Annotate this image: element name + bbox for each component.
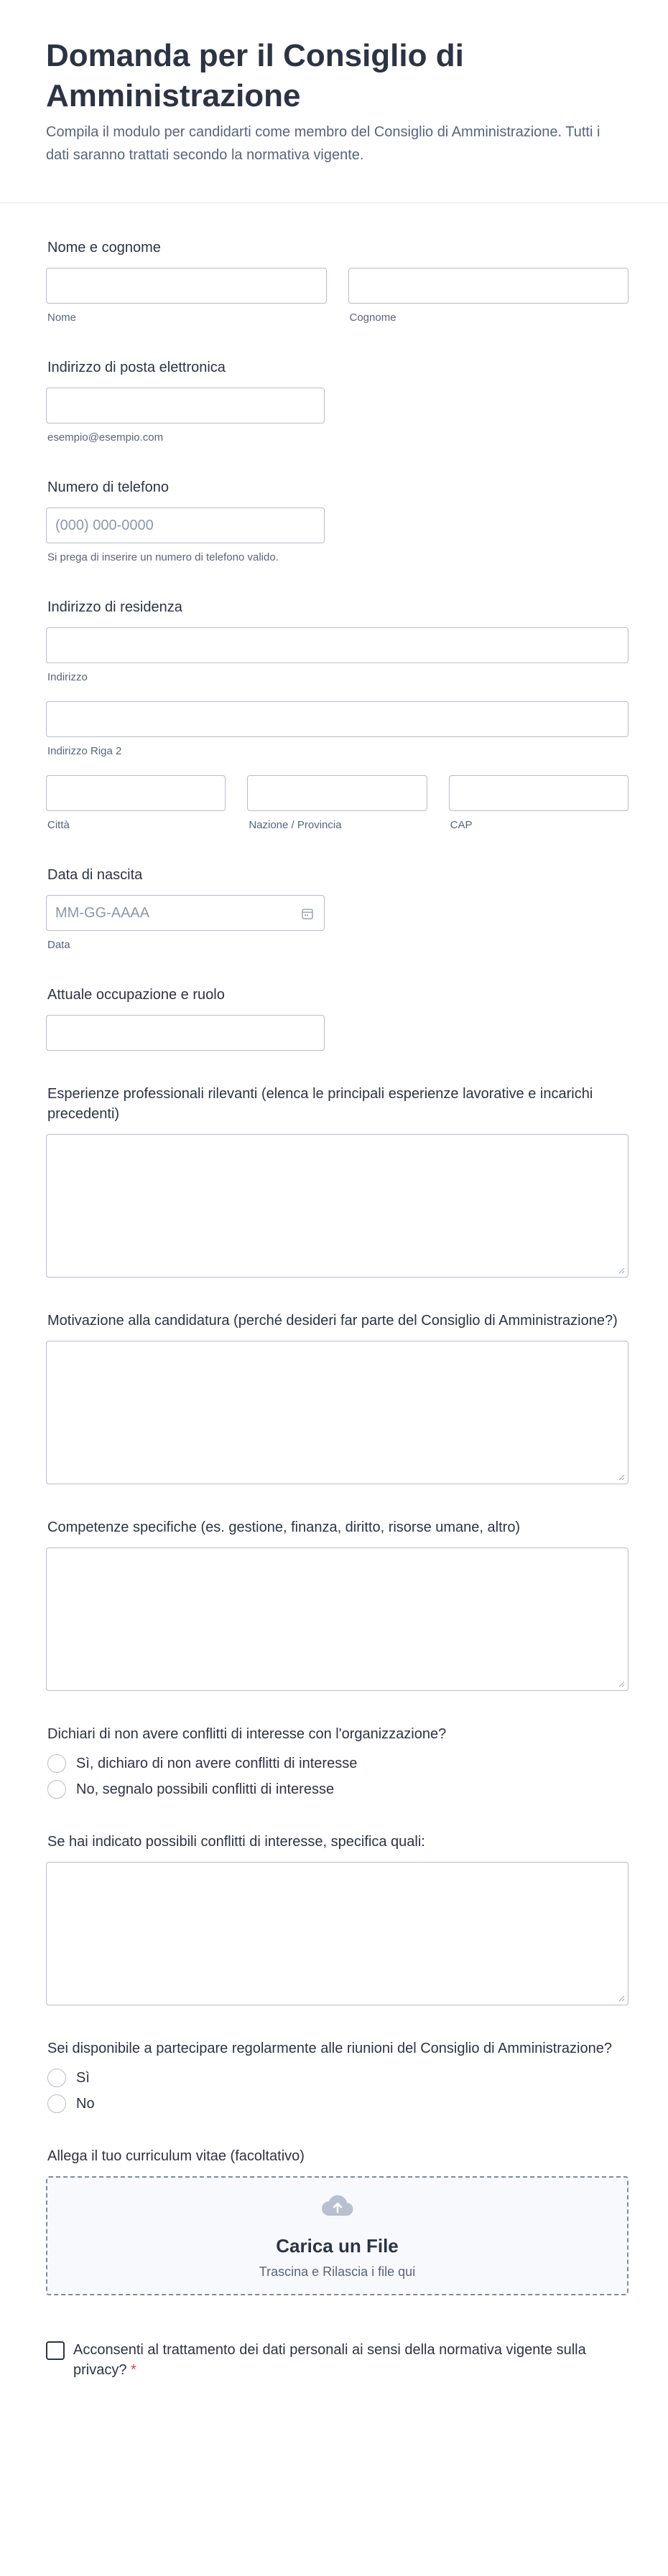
availability-option-no[interactable] [47,2094,628,2113]
name-field [46,238,628,324]
phone-field [46,477,628,564]
radio-button[interactable] [47,2069,66,2087]
occupation-field [46,985,628,1051]
radio-label: No [76,2095,95,2112]
email-sublabel: esempio@esempio.com [47,431,164,444]
address-line1-sublabel: Indirizzo [47,671,88,683]
file-upload-dropzone[interactable] [46,2176,628,2295]
birth-field [46,865,628,952]
resize-handle-icon[interactable] [618,1995,625,2002]
page-title: Domanda per il Consiglio di Amministrazione [46,38,464,113]
email-field [46,357,628,444]
motivation-label: Motivazione alla candidatura (perché desideri far parte del Consiglio di Amministrazione?) [47,1313,618,1329]
last-name-input[interactable] [348,268,629,304]
first-name-input[interactable] [46,268,327,304]
motivation-field [46,1311,628,1484]
conflict-detail-field [46,1832,628,2005]
phone-label: Numero di telefono [47,479,169,495]
availability-option-yes[interactable] [47,2069,628,2087]
page-subtitle: Compila il modulo per candidarti come membro del Consiglio di Amministrazione. Tutti i dati saranno trattati secondo la normativa vigente. [46,124,600,163]
occupation-input[interactable] [46,1015,325,1051]
phone-input[interactable] [46,507,325,543]
birth-placeholder: MM-GG-AAAA [55,904,150,921]
birth-date-input[interactable] [46,895,325,931]
city-sublabel: Città [47,819,70,831]
phone-sublabel: Si prega di inserire un numero di telefono valido. [47,551,279,563]
conflict-detail-textarea[interactable] [46,1862,628,2005]
first-name-sublabel: Nome [47,312,77,324]
upload-title: Carica un File [276,2234,399,2257]
consent-label [73,2340,590,2380]
consent-field [46,2340,628,2380]
radio-label: Sì [76,2069,90,2086]
application-form [0,238,668,2380]
address-line2-sublabel: Indirizzo Riga 2 [47,745,122,757]
email-label: Indirizzo di posta elettronica [47,360,226,375]
experience-textarea[interactable] [46,1134,628,1278]
resize-handle-icon[interactable] [618,1267,625,1274]
consent-checkbox[interactable] [46,2341,65,2360]
address-field [46,597,628,832]
upload-subtitle: Trascina e Rilascia i file qui [259,2264,416,2279]
required-mark: * [131,2362,136,2378]
conflict-option-yes[interactable] [47,1754,628,1773]
cv-label: Allega il tuo curriculum vitae (facoltativo) [47,2148,305,2164]
birth-sublabel: Data [47,939,70,951]
email-input[interactable] [46,388,325,423]
zip-sublabel: CAP [450,819,473,831]
availability-label: Sei disponibile a partecipare regolarmente alle riunioni del Consiglio di Amministrazione? [47,2041,612,2056]
motivation-textarea[interactable] [46,1341,628,1484]
address-line1-input[interactable] [46,627,628,663]
radio-label: Sì, dichiaro di non avere conflitti di interesse [76,1755,358,1771]
radio-button[interactable] [47,1754,66,1773]
last-name-sublabel: Cognome [349,312,396,324]
skills-label: Competenze specifiche (es. gestione, finanza, diritto, risorse umane, altro) [47,1519,521,1535]
calendar-icon[interactable] [301,907,314,924]
address-label: Indirizzo di residenza [47,599,182,615]
conflict-label: Dichiari di non avere conflitti di interesse con l'organizzazione? [47,1726,447,1742]
experience-label: Esperienze professionali rilevanti (elenca le principali esperienze lavorative e incarichi precedenti) [47,1086,593,1122]
skills-field [46,1517,628,1691]
cv-field [46,2146,628,2295]
conflict-detail-label: Se hai indicato possibili conflitti di interesse, specifica quali: [47,1834,425,1850]
cloud-upload-icon [320,2193,355,2222]
occupation-label: Attuale occupazione e ruolo [47,987,225,1003]
radio-label: No, segnalo possibili conflitti di interesse [76,1781,335,1797]
birth-label: Data di nascita [47,867,143,883]
availability-field [46,2038,628,2113]
consent-text: Acconsenti al trattamento dei dati personali ai sensi della normativa vigente sulla privacy? [73,2342,586,2378]
resize-handle-icon[interactable] [618,1474,625,1481]
conflict-option-no[interactable] [47,1780,628,1799]
city-input[interactable] [46,775,226,811]
radio-button[interactable] [47,2094,66,2113]
skills-textarea[interactable] [46,1547,628,1691]
resize-handle-icon[interactable] [618,1680,625,1687]
experience-field [46,1084,628,1278]
form-header [0,0,668,203]
address-line2-input[interactable] [46,701,628,737]
state-input[interactable] [247,775,427,811]
zip-input[interactable] [449,775,628,811]
name-label: Nome e cognome [47,240,161,256]
phone-placeholder: (000) 000-0000 [55,517,154,533]
state-sublabel: Nazione / Provincia [249,819,342,831]
conflict-field [46,1724,628,1799]
radio-button[interactable] [47,1780,66,1799]
